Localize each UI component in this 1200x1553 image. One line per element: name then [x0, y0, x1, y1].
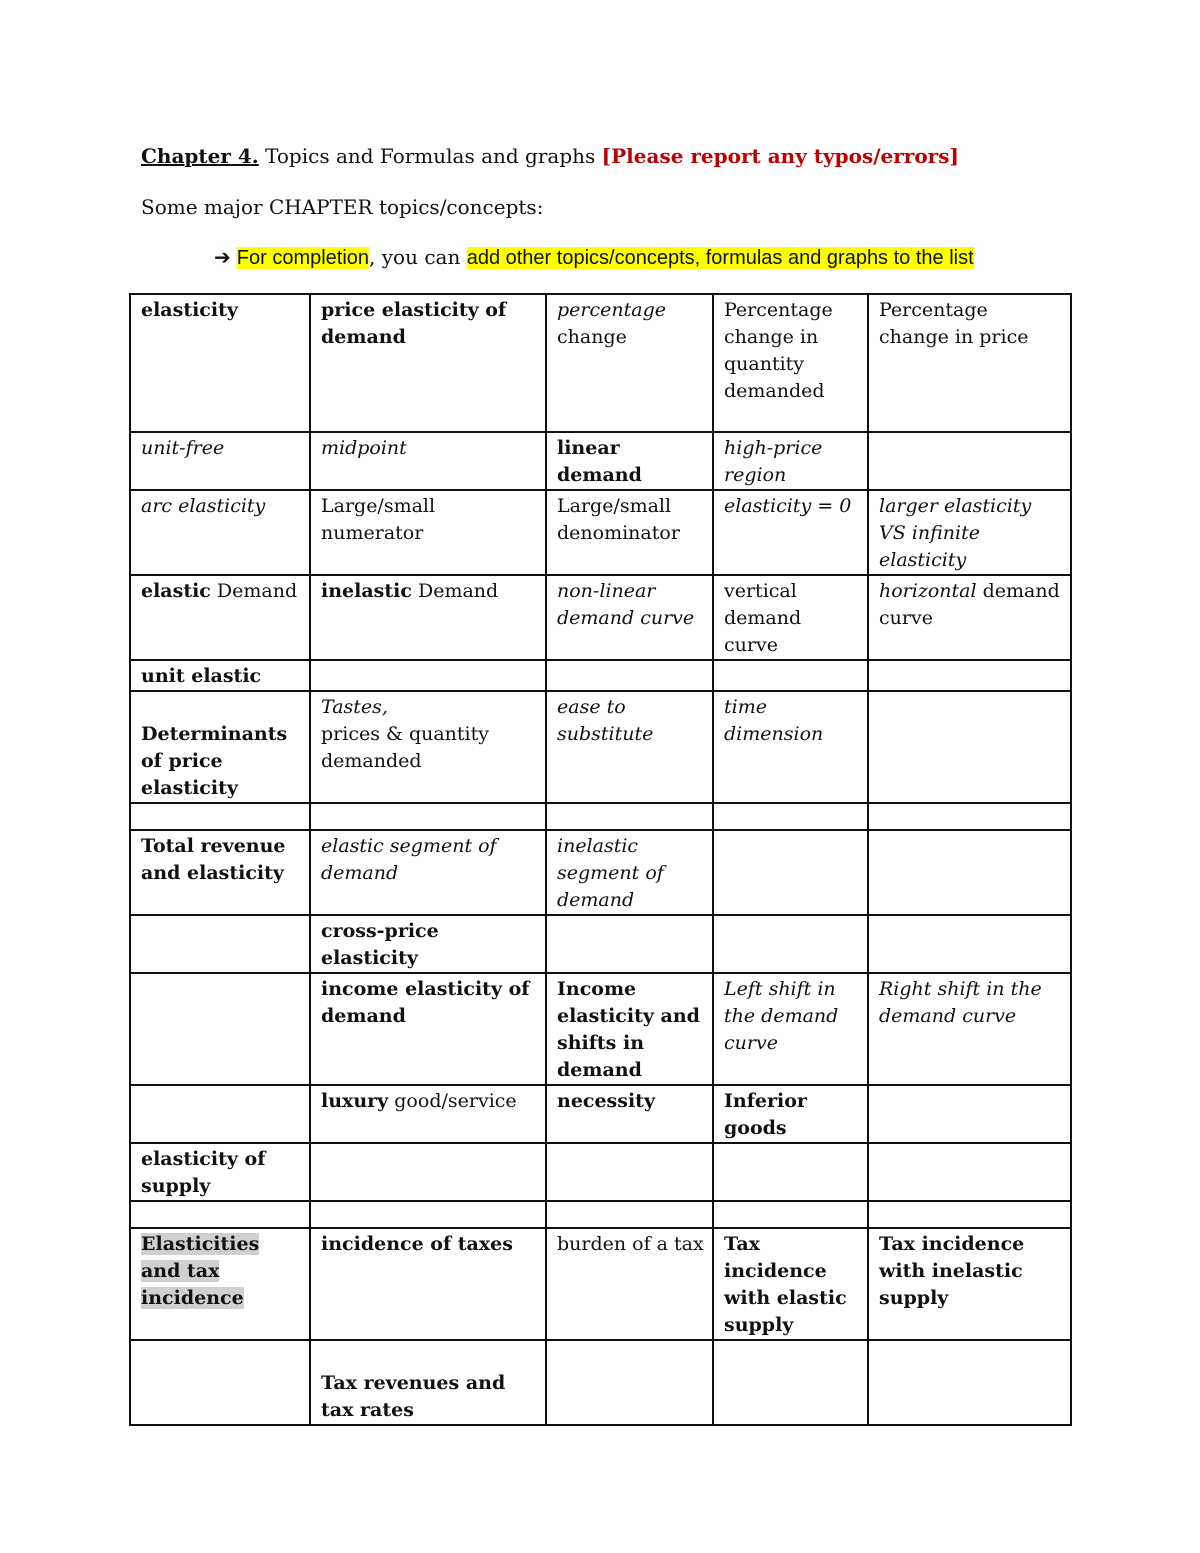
table-row — [130, 294, 1071, 432]
table-cell: cross-price elasticity — [310, 915, 546, 973]
table-cell: unit elastic — [130, 660, 310, 691]
table-cell: Percentage change in quantity demanded — [713, 294, 868, 432]
table-cell — [310, 575, 546, 660]
topics-table — [129, 293, 1072, 1426]
table-cell — [713, 803, 868, 830]
table-cell — [868, 575, 1071, 660]
cell-text: horizontal — [879, 580, 977, 602]
table-cell: high-price region — [713, 432, 868, 490]
table-row — [130, 973, 1071, 1085]
table-cell — [713, 660, 868, 691]
table-cell — [130, 1228, 310, 1340]
table-cell — [130, 803, 310, 830]
table-cell: Determinants of price elasticity — [130, 691, 310, 803]
table-row — [130, 915, 1071, 973]
cell-text: Demand — [210, 580, 298, 602]
table-cell: larger elasticity VS infinite elasticity — [868, 490, 1071, 575]
table-cell — [868, 1085, 1071, 1143]
table-row — [130, 1340, 1071, 1425]
table-cell — [546, 1340, 713, 1425]
table-cell: elasticity = 0 — [713, 490, 868, 575]
cell-text: good/service — [388, 1090, 517, 1112]
table-cell — [130, 1340, 310, 1425]
table-cell — [868, 803, 1071, 830]
table-cell — [310, 691, 546, 803]
cell-text: Tastes, — [321, 696, 388, 718]
table-cell — [546, 660, 713, 691]
table-cell — [713, 1201, 868, 1228]
table-cell: midpoint — [310, 432, 546, 490]
table-cell: income elasticity of demand — [310, 973, 546, 1085]
table-cell — [130, 973, 310, 1085]
table-cell: elastic segment of demand — [310, 830, 546, 915]
table-cell: Total revenue and elasticity — [130, 830, 310, 915]
title-text: Topics and Formulas and graphs — [258, 144, 602, 168]
table-cell — [310, 1143, 546, 1201]
table-cell: Tax incidence with elastic supply — [713, 1228, 868, 1340]
cell-text: prices & quantity demanded — [321, 723, 489, 772]
cell-text: change — [557, 326, 627, 348]
table-cell — [713, 915, 868, 973]
table-row — [130, 1143, 1071, 1201]
cell-text-highlighted: Elasticities and tax incidence — [141, 1233, 260, 1309]
table-cell — [546, 1201, 713, 1228]
table-cell — [868, 830, 1071, 915]
table-cell — [713, 1143, 868, 1201]
table-cell — [130, 1085, 310, 1143]
table-cell: Right shift in the demand curve — [868, 973, 1071, 1085]
table-cell — [713, 830, 868, 915]
table-cell — [868, 1340, 1071, 1425]
chapter-label: Chapter 4. — [141, 144, 259, 168]
table-cell — [130, 575, 310, 660]
table-cell — [546, 1143, 713, 1201]
table-cell: Tax revenues and tax rates — [310, 1340, 546, 1425]
table-cell: vertical demand curve — [713, 575, 868, 660]
table-cell: Large/small numerator — [310, 490, 546, 575]
subtitle: Some major CHAPTER topics/concepts: — [141, 195, 544, 219]
table-row — [130, 830, 1071, 915]
table-cell — [310, 660, 546, 691]
arrow-icon: ➔ — [214, 245, 231, 269]
cell-text: luxury — [321, 1090, 389, 1112]
table-cell — [130, 915, 310, 973]
table-cell: elasticity of supply — [130, 1143, 310, 1201]
table-cell — [868, 1143, 1071, 1201]
table-cell — [868, 1201, 1071, 1228]
table-cell: elasticity — [130, 294, 310, 432]
table-cell — [868, 915, 1071, 973]
table-cell — [310, 1201, 546, 1228]
cell-text: Demand — [411, 580, 499, 602]
table-cell: incidence of taxes — [310, 1228, 546, 1340]
table-cell — [713, 1340, 868, 1425]
cell-text: percentage — [557, 299, 666, 321]
completion-text: , you can — [369, 245, 467, 269]
table-cell — [868, 691, 1071, 803]
table-cell: unit-free — [130, 432, 310, 490]
table-cell: time dimension — [713, 691, 868, 803]
table-cell: arc elasticity — [130, 490, 310, 575]
table-row — [130, 490, 1071, 575]
table-cell: necessity — [546, 1085, 713, 1143]
table-row — [130, 1201, 1071, 1228]
table-cell: Large/small denominator — [546, 490, 713, 575]
table-row — [130, 1085, 1071, 1143]
table-cell: Income elasticity and shifts in demand — [546, 973, 713, 1085]
table-cell — [546, 915, 713, 973]
table-cell — [310, 1085, 546, 1143]
table-row — [130, 691, 1071, 803]
table-cell — [310, 803, 546, 830]
table-row — [130, 575, 1071, 660]
table-row — [130, 803, 1071, 830]
table-cell: ease to substitute — [546, 691, 713, 803]
table-cell: Tax incidence with inelastic supply — [868, 1228, 1071, 1340]
table-cell: inelastic segment of demand — [546, 830, 713, 915]
table-row — [130, 432, 1071, 490]
table-cell: burden of a tax — [546, 1228, 713, 1340]
cell-text: elastic — [141, 580, 211, 602]
table-cell: Percentage change in price — [868, 294, 1071, 432]
cell-text: inelastic — [321, 580, 412, 602]
completion-highlight-1: For completion — [236, 247, 370, 269]
completion-highlight-2: add other topics/concepts, formulas and graphs to the list — [466, 247, 974, 269]
table-cell — [546, 803, 713, 830]
table-cell: non-linear demand curve — [546, 575, 713, 660]
table-cell — [868, 660, 1071, 691]
table-cell: price elasticity of demand — [310, 294, 546, 432]
table-cell — [546, 294, 713, 432]
report-note: [Please report any typos/errors] — [601, 144, 959, 168]
table-cell: Inferior goods — [713, 1085, 868, 1143]
table-cell: Left shift in the demand curve — [713, 973, 868, 1085]
table-cell: linear demand — [546, 432, 713, 490]
cell-text: demand curve — [879, 580, 1060, 629]
table-cell — [130, 1201, 310, 1228]
table-row — [130, 1228, 1071, 1340]
table-row — [130, 660, 1071, 691]
page-title — [141, 142, 959, 170]
table-cell — [868, 432, 1071, 490]
completion-note — [214, 243, 974, 272]
